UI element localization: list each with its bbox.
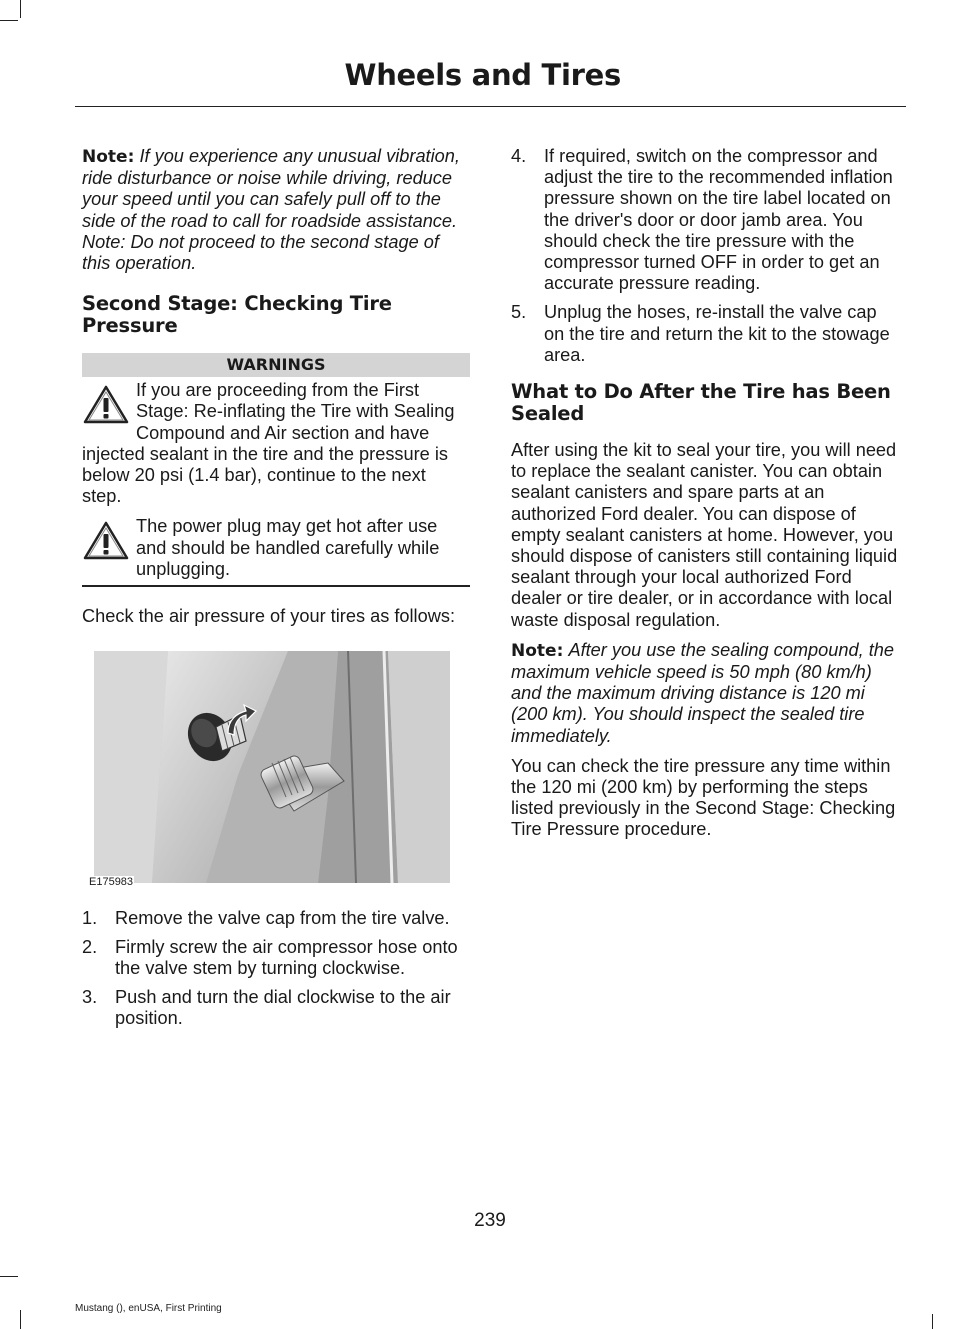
section-title: What to Do After the Tire has Been Sealed: [511, 380, 891, 426]
intro-text: Check the air pressure of your tires as follows:: [82, 606, 455, 627]
steps-list: [82, 908, 470, 1030]
header-rule: [75, 106, 906, 107]
step-text: Remove the valve cap from the tire valve.: [115, 907, 450, 928]
warnings-end-rule: [82, 585, 470, 587]
body-paragraph: After using the kit to seal your tire, you will need to replace the sealant canister. You can obtain sealant canisters and spare parts at an authorized Ford dealer. You can dispose of empty sealant canisters at home. However, you should dispose of canisters still containing liquid sealant through your local authorized Ford dealer or tire dealer, or in accordance with local waste disposal regulation.: [511, 440, 898, 630]
step-text: If required, switch on the compressor and adjust the tire to the recommended inflation pressure shown on the tire label located on the driver's door or door jamb area. You should check the tire pressure with the compressor turned OFF in order to get an accurate pressure reading.: [544, 146, 893, 294]
figure-id: E175983: [89, 875, 134, 888]
note-label: Note:: [82, 147, 135, 167]
list-item: [511, 146, 901, 294]
step-text: Push and turn the dial clockwise to the air position.: [115, 987, 451, 1029]
warning-triangle-icon: [82, 384, 130, 426]
right-column: [511, 146, 901, 841]
footer-text: Mustang (), enUSA, First Printing: [75, 1303, 222, 1314]
note-text: After you use the sealing compound, the maximum vehicle speed is 50 mph (80 km/h) and the maximum driving distance is 120 mi (200 km). You should inspect the sealed tire immediately.: [511, 639, 895, 746]
warning-item: [82, 516, 470, 580]
note-paragraph: [511, 640, 901, 747]
warning-text: If you are proceeding from the First Stage: Re-inflating the Tire with Sealing Compound and Air section and have injected sealant in the tire and the pressure is below 20 psi (1.4 bar), continue to the next step.: [82, 380, 455, 507]
valve-cap-illustration: [88, 645, 458, 893]
step-text: Firmly screw the air compressor hose onto the valve stem by turning clockwise.: [115, 936, 458, 979]
step-number: 3.: [82, 987, 98, 1008]
list-item: [511, 302, 901, 366]
warning-triangle-icon: [82, 520, 130, 562]
body-paragraph: You can check the tire pressure any time within the 120 mi (200 km) by performing the steps listed previously in the Second Stage: Checking Tire Pressure procedure.: [511, 755, 896, 840]
page-title: Wheels and Tires: [344, 58, 621, 92]
note-text: If you experience any unusual vibration, ride disturbance or noise while driving, reduce your speed until you can safely pull off to the side of the road to call for roadside assistance. Note: Do not proceed to the second stage of this operation.: [82, 146, 460, 274]
warning-item: [82, 380, 470, 507]
crop-mark: [20, 1310, 21, 1329]
steps-list: [511, 146, 901, 366]
page-number: 239: [474, 1210, 506, 1231]
list-item: [82, 937, 470, 979]
section-title: Second Stage: Checking Tire Pressure: [82, 292, 392, 338]
step-number: 4.: [511, 146, 527, 166]
step-text: Unplug the hoses, re-install the valve cap on the tire and return the kit to the stowage area.: [544, 302, 890, 365]
warnings-header: WARNINGS: [82, 353, 470, 377]
list-item: [82, 908, 470, 929]
left-column: [82, 146, 470, 1030]
step-number: 2.: [82, 936, 98, 957]
crop-mark: [0, 20, 18, 21]
step-number: 1.: [82, 907, 98, 928]
list-item: [82, 987, 470, 1029]
warning-text: The power plug may get hot after use and should be handled carefully while unplugging.: [136, 516, 440, 579]
crop-mark: [932, 1314, 933, 1329]
step-number: 5.: [511, 302, 527, 323]
note-paragraph: [82, 146, 470, 274]
note-label: Note:: [511, 640, 564, 661]
crop-mark: [0, 1276, 18, 1277]
crop-mark: [20, 0, 21, 18]
